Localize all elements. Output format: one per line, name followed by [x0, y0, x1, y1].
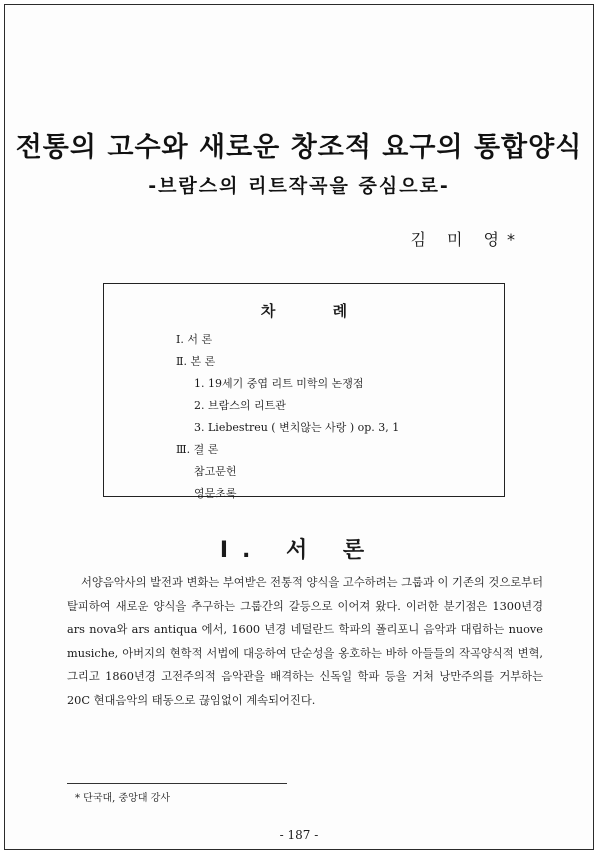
toc-item: 2. 브람스의 리트관 — [194, 399, 286, 412]
body-paragraph: 서양음악사의 발전과 변화는 부여받은 전통적 양식을 고수하려는 그룹과 이 기존의 것으로부터 탈피하여 새로운 양식을 추구하는 그룹간의 갈등으로 이어져 왔다. 이러한 분기점은 1300년경 ars nova와 ars antiqua 에서, 1600 년경 네덜란드 학파의 폴리포니 음악과 대립하는 nuove musiche, 아버지의 현학적 서법에 대응하여 단순성을 옹호하는 바하 아들들의 작곡양식적 변혁, 그리고 1860년경 고전주의적 음악관을 배격하는 신독일 학파 등을 거쳐 낭만주의를 거부하는 20C 현대음악의 태동으로 끊임없이 계속되어진다. — [67, 576, 543, 707]
toc-item: 1. 19세기 중엽 리트 미학의 논쟁점 — [194, 377, 364, 390]
footnote-divider — [67, 783, 287, 784]
toc-item: Ⅲ. 결 론 — [176, 443, 219, 456]
author-name: 김 미 영* — [410, 230, 523, 249]
paper-page — [4, 4, 594, 850]
table-of-contents — [103, 283, 505, 500]
toc-item: Ⅰ. 서 론 — [176, 333, 213, 346]
page-number: - 187 - — [279, 828, 319, 842]
paper-title: 전통의 고수와 새로운 창조적 요구의 통합양식 — [15, 132, 583, 163]
toc-item: Ⅱ. 본 론 — [176, 355, 216, 368]
footnote: * 단국대, 중앙대 강사 — [75, 793, 170, 804]
toc-heading: 차 례 — [260, 302, 374, 320]
toc-item: 참고문헌 — [194, 465, 237, 478]
toc-item: 영문초록 — [194, 487, 237, 500]
toc-item: 3. Liebestreu ( 변치않는 사랑 ) op. 3, 1 — [194, 421, 400, 434]
toc-list — [176, 329, 399, 505]
paper-subtitle: -브람스의 리트작곡을 중심으로- — [148, 175, 450, 197]
section-heading: Ⅰ. 서 론 — [219, 538, 379, 563]
